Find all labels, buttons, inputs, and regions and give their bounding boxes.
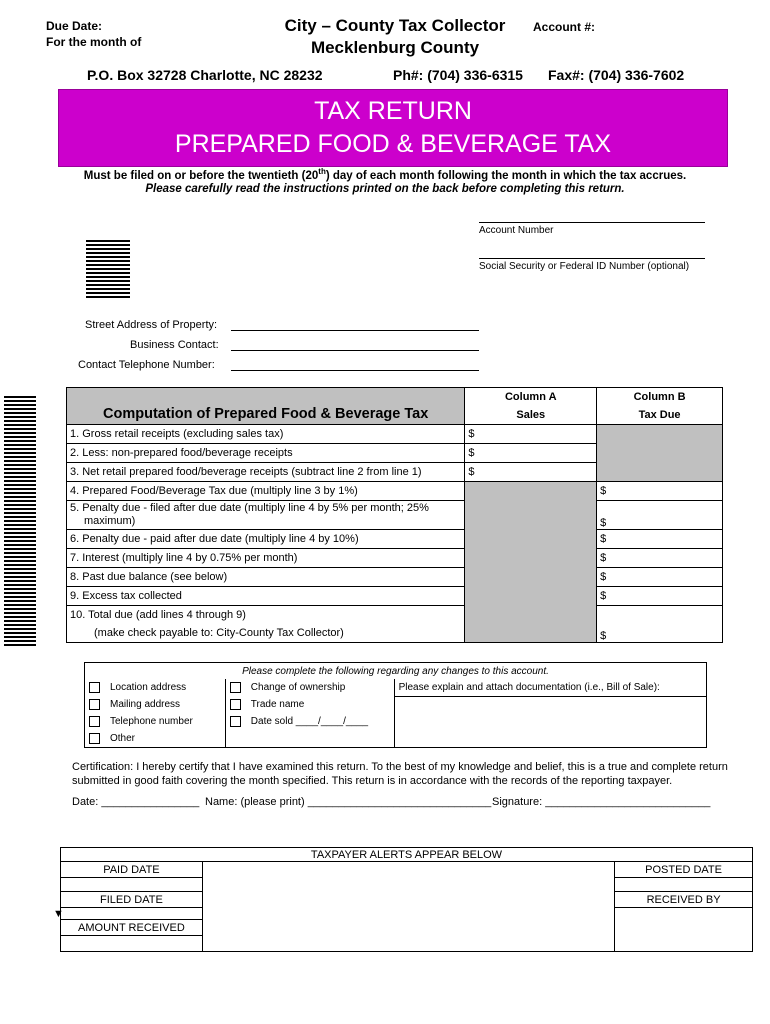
line-5-tax-input[interactable]: $ xyxy=(597,501,723,530)
street-address-field[interactable] xyxy=(231,330,479,331)
org-county: Mecklenburg County xyxy=(310,38,480,57)
form-title: TAX RETURN xyxy=(314,97,472,125)
side-barcode-graphic xyxy=(4,396,36,648)
ssn-field[interactable] xyxy=(479,258,705,259)
business-contact-field[interactable] xyxy=(231,350,479,351)
checkbox[interactable] xyxy=(230,682,241,693)
signature-field[interactable]: Signature: ___________________________ xyxy=(492,796,711,808)
computation-title: Computation of Prepared Food & Beverage Tax xyxy=(67,388,465,425)
table-row xyxy=(67,530,723,549)
mailing-address-option[interactable]: Mailing address xyxy=(85,696,226,713)
line-label: 2. Less: non-prepared food/beverage receipts xyxy=(67,444,465,463)
received-by-field[interactable] xyxy=(615,908,753,952)
street-address-label: Street Address of Property: xyxy=(85,319,218,331)
column-a-subheader: Sales xyxy=(465,406,597,425)
month-label: For the month of xyxy=(46,35,142,49)
form-subtitle: PREPARED FOOD & BEVERAGE TAX xyxy=(174,130,612,158)
line-label: 8. Past due balance (see below) xyxy=(67,568,465,587)
table-row xyxy=(67,482,723,501)
contact-phone-label: Contact Telephone Number: xyxy=(78,359,215,371)
line-label: 4. Prepared Food/Beverage Tax due (multiply line 3 by 1%) xyxy=(67,482,465,501)
line-2-sales-input[interactable]: $ xyxy=(465,444,597,463)
paid-date-field[interactable] xyxy=(61,878,203,892)
shaded-cell xyxy=(597,425,723,482)
checkbox[interactable] xyxy=(89,699,100,710)
line-label: 5. Penalty due - filed after due date (multiply line 4 by 5% per month; 25% maximum) xyxy=(67,501,465,530)
checkbox[interactable] xyxy=(230,699,241,710)
empty-cell xyxy=(225,730,394,747)
account-number-caption: Account Number xyxy=(479,225,554,236)
checkbox[interactable] xyxy=(89,682,100,693)
account-number-label: Account #: xyxy=(533,20,596,34)
checkbox[interactable] xyxy=(230,716,241,727)
line-6-tax-input[interactable]: $ xyxy=(597,530,723,549)
due-date-label: Due Date: xyxy=(46,19,103,33)
account-number-field[interactable] xyxy=(479,222,705,223)
title-banner xyxy=(58,89,728,167)
line-label: 9. Excess tax collected xyxy=(67,587,465,606)
paid-date-label: PAID DATE xyxy=(61,862,203,878)
other-option[interactable]: Other xyxy=(85,730,226,747)
table-row xyxy=(67,606,723,625)
business-contact-label: Business Contact: xyxy=(130,339,219,351)
telephone-number-option[interactable]: Telephone number xyxy=(85,713,226,730)
table-row xyxy=(67,568,723,587)
office-use-table xyxy=(60,847,753,952)
posted-date-field[interactable] xyxy=(615,878,753,892)
table-row xyxy=(67,587,723,606)
line-7-tax-input[interactable]: $ xyxy=(597,549,723,568)
arrow-marker-icon: ▼ xyxy=(53,908,64,920)
taxpayer-alerts-header: TAXPAYER ALERTS APPEAR BELOW xyxy=(61,848,753,862)
column-b-subheader: Tax Due xyxy=(597,406,723,425)
table-row xyxy=(67,501,723,530)
line-label: 7. Interest (multiply line 4 by 0.75% per month) xyxy=(67,549,465,568)
amount-received-label: AMOUNT RECEIVED xyxy=(61,920,203,936)
filing-deadline-text: Must be filed on or before the twentieth (20th) day of each month following the month in which the tax accrues. xyxy=(83,167,687,182)
barcode-graphic xyxy=(86,240,130,298)
change-ownership-option[interactable]: Change of ownership xyxy=(225,679,394,696)
name-field[interactable]: Name: (please print) ______________________________ xyxy=(205,796,492,808)
fax-number: Fax#: (704) 336-7602 xyxy=(548,67,685,83)
table-row xyxy=(67,425,723,444)
checkbox[interactable] xyxy=(89,733,100,744)
computation-table xyxy=(66,387,723,643)
line-4-tax-input[interactable]: $ xyxy=(597,482,723,501)
trade-name-option[interactable]: Trade name xyxy=(225,696,394,713)
read-instructions-text: Please carefully read the instructions printed on the back before completing this return. xyxy=(145,183,625,195)
posted-date-label: POSTED DATE xyxy=(615,862,753,878)
received-by-label: RECEIVED BY xyxy=(615,892,753,908)
alerts-area xyxy=(202,862,614,952)
date-field[interactable]: Date: ________________ xyxy=(72,796,200,808)
line-1-sales-input[interactable]: $ xyxy=(465,425,597,444)
shaded-cell xyxy=(465,482,597,643)
org-name: City – County Tax Collector xyxy=(284,16,506,35)
line-8-tax-input[interactable]: $ xyxy=(597,568,723,587)
amount-received-field[interactable] xyxy=(61,936,203,952)
line-3-sales-input[interactable]: $ xyxy=(465,463,597,482)
column-a-header: Column A xyxy=(465,388,597,407)
line-label: (make check payable to: City-County Tax Collector) xyxy=(67,624,465,643)
filed-date-field[interactable] xyxy=(61,908,203,920)
mailing-address: P.O. Box 32728 Charlotte, NC 28232 xyxy=(87,67,323,83)
line-label: 1. Gross retail receipts (excluding sales tax) xyxy=(67,425,465,444)
line-10-total-input[interactable]: $ xyxy=(597,606,723,643)
explanation-field[interactable] xyxy=(394,696,706,747)
checkbox[interactable] xyxy=(89,716,100,727)
table-row xyxy=(67,549,723,568)
line-label: 6. Penalty due - paid after due date (multiply line 4 by 10%) xyxy=(67,530,465,549)
changes-title: Please complete the following regarding any changes to this account. xyxy=(85,663,707,680)
filed-date-label: FILED DATE xyxy=(61,892,203,908)
account-changes-table xyxy=(84,662,707,748)
line-9-tax-input[interactable]: $ xyxy=(597,587,723,606)
phone-number: Ph#: (704) 336-6315 xyxy=(393,67,523,83)
ssn-caption: Social Security or Federal ID Number (optional) xyxy=(479,261,690,272)
column-b-header: Column B xyxy=(597,388,723,407)
date-sold-option[interactable]: Date sold ____/____/____ xyxy=(225,713,394,730)
line-label: 10. Total due (add lines 4 through 9) xyxy=(67,606,465,625)
explain-label: Please explain and attach documentation (i.e., Bill of Sale): xyxy=(394,679,706,696)
contact-phone-field[interactable] xyxy=(231,370,479,371)
line-label: 3. Net retail prepared food/beverage receipts (subtract line 2 from line 1) xyxy=(67,463,465,482)
location-address-option[interactable]: Location address xyxy=(85,679,226,696)
certification-text: Certification: I hereby certify that I have examined this return. To the best of my knowledge and belief, this is a true and complete return submitted in good faith covering the month specified. This return is in accordance with the records of the reporting taxpayer. xyxy=(72,761,728,787)
